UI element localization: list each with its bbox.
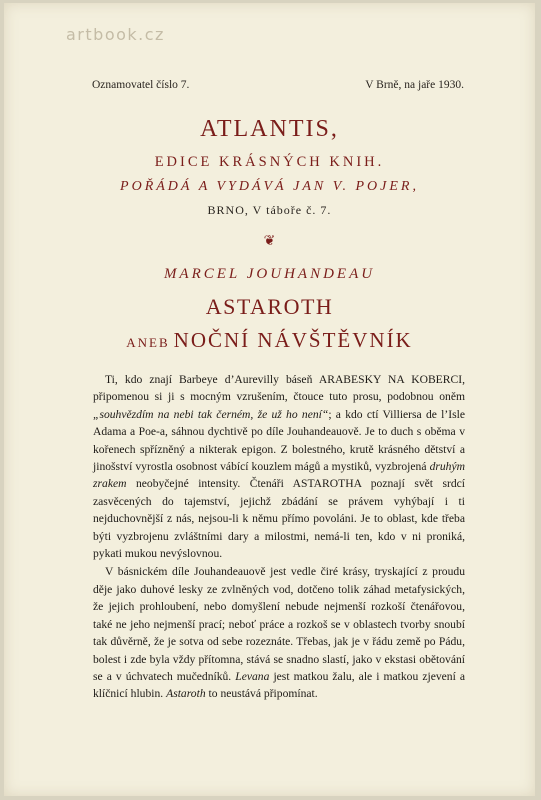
publisher-line: POŘÁDÁ A VYDÁVÁ JAN V. POJER,	[120, 179, 419, 194]
fleuron-icon: ❦	[263, 234, 276, 249]
p2-text-c: jest matkou žalu, ale i matkou zjevení a klíčnicí hlubin.	[93, 669, 465, 701]
p1-text-a: Ti, kdo znají Barbeye d’Aurevilly báseň ARABESKY NA KOBERCI, připomenou si ji s mocným vzrušením, čtouce tuto prosu, podobnou oněm	[93, 373, 465, 404]
p2-astaroth: Astaroth	[166, 687, 206, 701]
subtitle-main: NOČNÍ NÁVŠTĚVNÍK	[173, 328, 413, 352]
paragraph-1	[93, 371, 465, 562]
leaflet-page	[4, 3, 535, 796]
paragraph-2	[93, 563, 465, 702]
p2-text-e: to neustává připomínat.	[205, 687, 318, 701]
header-row	[92, 79, 464, 91]
place-date: V Brně, na jaře 1930.	[365, 79, 464, 91]
edition-subtitle: EDICE KRÁSNÝCH KNIH.	[154, 154, 385, 170]
publisher-address: BRNO, V táboře č. 7.	[207, 203, 332, 217]
edition-title: ATLANTIS,	[200, 116, 339, 142]
body-text	[93, 371, 465, 703]
announcement-number: Oznamovatel číslo 7.	[92, 79, 190, 91]
p2-text-a: V básnickém díle Jouhandeauově jest vedle čiré krásy, tryskající z proudu děje jako duhové lesky ze zvlněných vod, dotčeno tolik záhad metafysických, že jejich prohloubení, nebo domyšlení nebude nejmenší rozkoší čtenářovou, také ne jeho nejmenší prací; neboť práce a rozkoš se v oblastech tvorby snoubí tak důvěrně, že je sotva od sebe rozeznáte. Třebas, jak je v řádu země po Pádu, bolest i zde byla vždy přítomna, stává se snadno slastí, jako v ekstasi obětování se a v úchvatech mučedníků.	[93, 565, 465, 683]
author-name: MARCEL JOUHANDEAU	[163, 266, 376, 282]
watermark: artbook.cz	[66, 25, 165, 44]
book-subtitle	[4, 328, 535, 353]
subtitle-aneb: ANEB	[126, 335, 170, 350]
p1-quote: „souhvězdím na nebi tak černém, že už ho není“	[93, 407, 329, 421]
p1-text-c: ; a kdo ctí Villiersa de l’Isle Adama a Poe-a, sáhnou dychtivě po díle Jouhandeauově. Je to duch s oběma v kořenech spřízněný a nikterak epigon. Z bolestného, krutě krásného dětství a jinošství vyrostla osobnost vábící kouzlem mágů a mystiků, vyzbrojená	[93, 407, 465, 474]
p1-emphasis: druhým zrakem	[93, 460, 465, 491]
p1-text-e: neobyčejné intensity. Čtenáři ASTAROTHA poznají svět srdcí zasvěcených do tajemství, jejichž zbádání se právem vyhýbají i ti nejduchovnější z nás, nejsou-li k němu přímo povoláni. Je to oblast, kde třeba býti vyzbrojenu zvláštními dary a milostmi, nemá-li ten, kdo v ni proniká, pykati mukou nevýslovnou.	[93, 477, 465, 561]
book-title: ASTAROTH	[205, 294, 334, 319]
p2-levana: Levana	[235, 669, 270, 683]
